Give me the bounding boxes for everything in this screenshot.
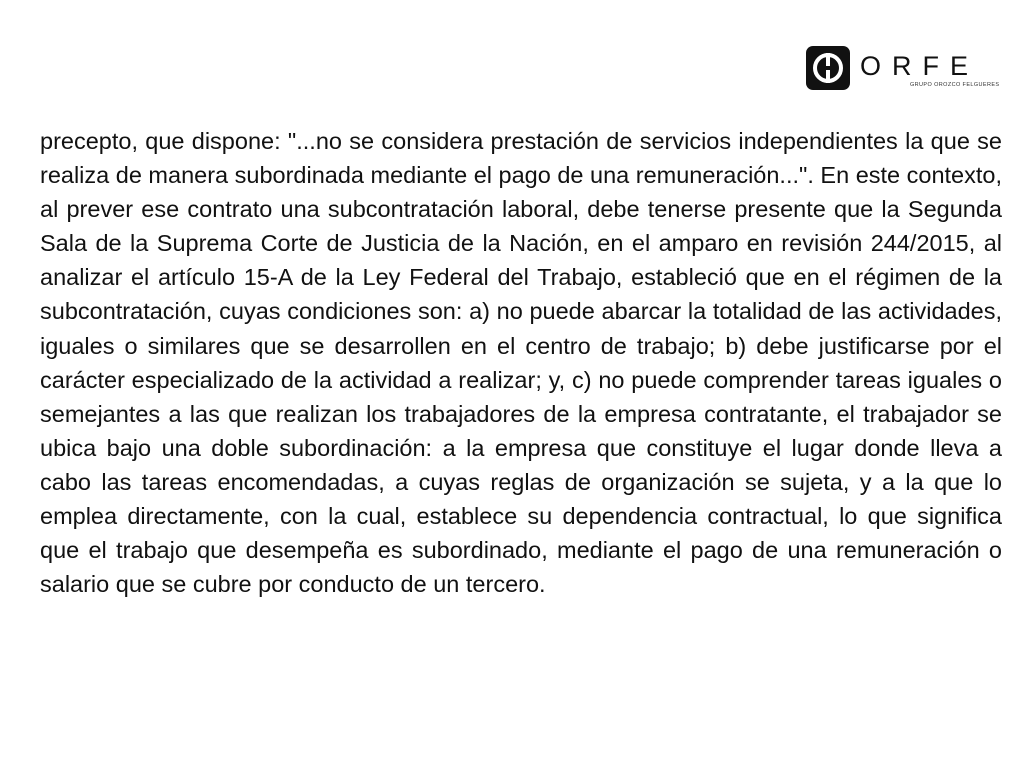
brand-name: ORFE [860,51,980,81]
body-paragraph: precepto, que dispone: "...no se considera prestación de servicios independientes la que se realiza de manera subordinada mediante el pago de una remuneración...". En este contexto, al prever ese contrato una subcontratación laboral, debe tenerse presente que la Segunda Sala de la Suprema Corte de Justicia de la Nación, en el amparo en revisión 244/2015, al analizar el artículo 15-A de la Ley Federal del Trabajo, estableció que en el régimen de la subcontratación, cuyas condiciones son: a) no puede abarcar la totalidad de las actividades, iguales o similares que se desarrollen en el centro de trabajo; b) debe justificarse por el carácter especializado de la actividad a realizar; y, c) no puede comprender tareas iguales o semejantes a las que realizan los trabajadores de la empresa contratante, el trabajador se ubica bajo una doble subordinación: a la empresa que constituye el lugar donde lleva a cabo las tareas encomendadas, a cuyas reglas de organización se sujeta, y a la que lo emplea directamente, con la cual, establece su dependencia contractual, lo que significa que el trabajo que desempeña es subordinado, mediante el pago de una remuneración o salario que se cubre por conducto de un tercero. [40,128,1003,598]
brand-logo [806,44,1000,94]
brand-tagline: GRUPO OROZCO FELGUERES [910,82,1000,88]
orfe-logo-icon [806,46,850,90]
